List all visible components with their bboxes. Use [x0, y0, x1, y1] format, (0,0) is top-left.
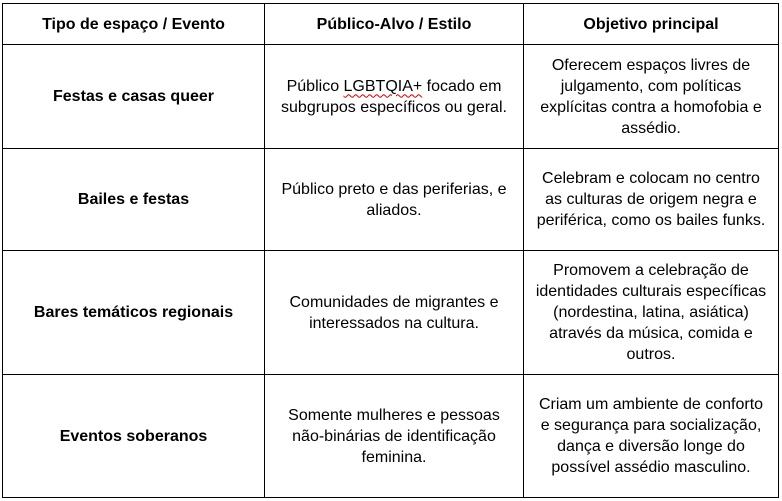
cell-objetivo: Celebram e colocam no centro as culturas de origem negra e periférica, como os bailes funks.: [524, 149, 779, 251]
cell-objetivo: Promovem a celebração de identidades culturais específicas (nordestina, latina, asiática) através da música, comida e outros.: [524, 251, 779, 375]
cell-tipo: Bailes e festas: [3, 149, 265, 251]
cell-tipo: Bares temáticos regionais: [3, 251, 265, 375]
header-objetivo: Objetivo principal: [524, 4, 779, 45]
cell-publico: Comunidades de migrantes e interessados na cultura.: [265, 251, 524, 375]
cell-tipo: Eventos soberanos: [3, 375, 265, 498]
cell-publico: Somente mulheres e pessoas não-binárias de identificação feminina.: [265, 375, 524, 498]
table-row: [3, 251, 779, 375]
table-row: [3, 149, 779, 251]
spellcheck-flagged-word: LGBTQIA+: [343, 77, 423, 95]
publico-text-end: focado em subgrupos específicos ou geral.: [281, 77, 507, 116]
table-header-row: [3, 4, 779, 45]
table-row: [3, 45, 779, 149]
cell-tipo: Festas e casas queer: [3, 45, 265, 149]
cell-objetivo: Criam um ambiente de conforto e segurança para socialização, dança e diversão longe do possível assédio masculino.: [524, 375, 779, 498]
cell-publico: [265, 45, 524, 149]
header-tipo: Tipo de espaço / Evento: [3, 4, 265, 45]
header-publico: Público-Alvo / Estilo: [265, 4, 524, 45]
table-row: [3, 375, 779, 498]
cell-objetivo: Oferecem espaços livres de julgamento, com políticas explícitas contra a homofobia e assédio.: [524, 45, 779, 149]
events-table: [2, 3, 779, 498]
cell-publico: Público preto e das periferias, e aliados.: [265, 149, 524, 251]
publico-text-start: Público: [286, 77, 344, 95]
